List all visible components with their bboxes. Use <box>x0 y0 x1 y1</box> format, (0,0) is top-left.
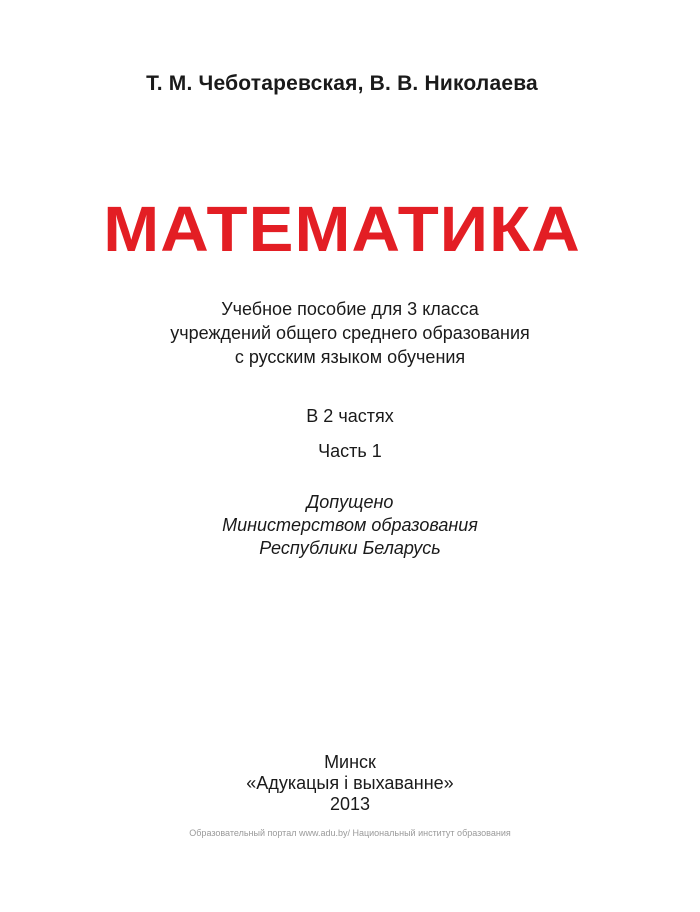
parts-total: В 2 частях <box>306 406 394 426</box>
subtitle-line: Учебное пособие для 3 класса <box>221 299 479 319</box>
approval-note <box>0 491 700 560</box>
approval-line: Республики Беларусь <box>259 538 441 558</box>
book-title: МАТЕМАТИКА <box>103 193 581 265</box>
publisher-info <box>0 752 700 815</box>
approval-line: Министерством образования <box>222 515 478 535</box>
publisher-city: Минск <box>324 752 376 772</box>
subtitle-line: с русским языком обучения <box>234 347 466 367</box>
book-subtitle <box>0 297 700 369</box>
footer-note: Образовательный портал www.adu.by/ Национальный институт образования <box>189 828 511 838</box>
publisher-name: «Адукацыя і выхаванне» <box>246 773 454 793</box>
publication-year: 2013 <box>329 794 371 814</box>
subtitle-line: учреждений общего среднего образования <box>170 323 530 343</box>
authors: Т. М. Чеботаревская, В. В. Николаева <box>146 72 538 95</box>
approval-line: Допущено <box>306 492 394 512</box>
part-current: Часть 1 <box>318 441 382 461</box>
